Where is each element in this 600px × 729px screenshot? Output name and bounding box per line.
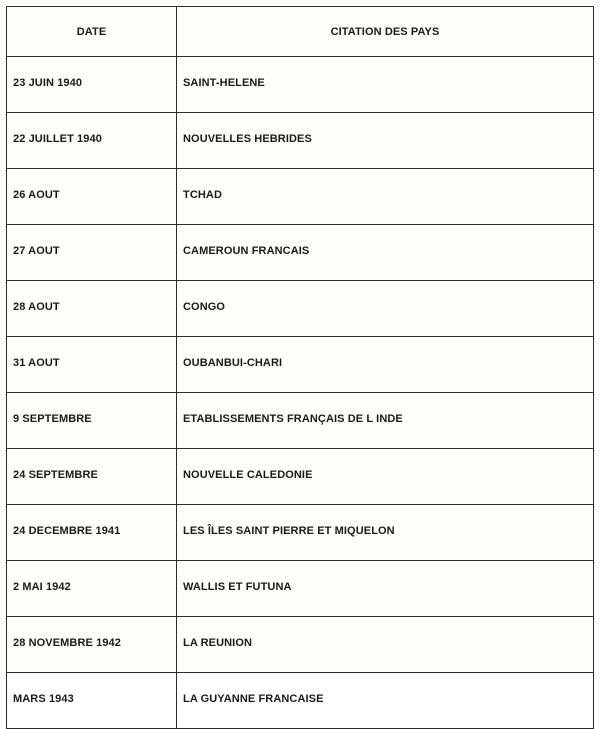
- table-row: [7, 169, 594, 225]
- row-pays: LA GUYANNE FRANCAISE: [177, 673, 594, 729]
- table-row: [7, 393, 594, 449]
- row-pays: ETABLISSEMENTS FRANÇAIS DE L INDE: [177, 393, 594, 449]
- row-date: 31 AOUT: [7, 337, 177, 393]
- row-date: 28 NOVEMBRE 1942: [7, 617, 177, 673]
- row-date: 28 AOUT: [7, 281, 177, 337]
- table-row: [7, 617, 594, 673]
- row-date: MARS 1943: [7, 673, 177, 729]
- table-row: [7, 225, 594, 281]
- row-date: 27 AOUT: [7, 225, 177, 281]
- row-pays: SAINT-HELENE: [177, 57, 594, 113]
- row-date: 24 SEPTEMBRE: [7, 449, 177, 505]
- citations-table: [6, 6, 594, 729]
- row-pays: CAMEROUN FRANCAIS: [177, 225, 594, 281]
- table-row: [7, 561, 594, 617]
- row-pays: NOUVELLE CALEDONIE: [177, 449, 594, 505]
- row-pays: LA REUNION: [177, 617, 594, 673]
- header-row: [7, 7, 594, 57]
- row-pays: OUBANBUI-CHARI: [177, 337, 594, 393]
- row-pays: WALLIS ET FUTUNA: [177, 561, 594, 617]
- row-pays: NOUVELLES HEBRIDES: [177, 113, 594, 169]
- row-pays: LES ÎLES SAINT PIERRE ET MIQUELON: [177, 505, 594, 561]
- table-row: [7, 337, 594, 393]
- row-date: 26 AOUT: [7, 169, 177, 225]
- row-date: 9 SEPTEMBRE: [7, 393, 177, 449]
- row-date: 2 MAI 1942: [7, 561, 177, 617]
- table-row: [7, 57, 594, 113]
- header-date: DATE: [7, 7, 177, 57]
- row-date: 23 JUIN 1940: [7, 57, 177, 113]
- row-pays: CONGO: [177, 281, 594, 337]
- table-row: [7, 113, 594, 169]
- table-row: [7, 281, 594, 337]
- row-date: 24 DECEMBRE 1941: [7, 505, 177, 561]
- table-row: [7, 505, 594, 561]
- row-pays: TCHAD: [177, 169, 594, 225]
- header-citation-des-pays: CITATION DES PAYS: [177, 7, 594, 57]
- table-row: [7, 673, 594, 729]
- table-row: [7, 449, 594, 505]
- row-date: 22 JUILLET 1940: [7, 113, 177, 169]
